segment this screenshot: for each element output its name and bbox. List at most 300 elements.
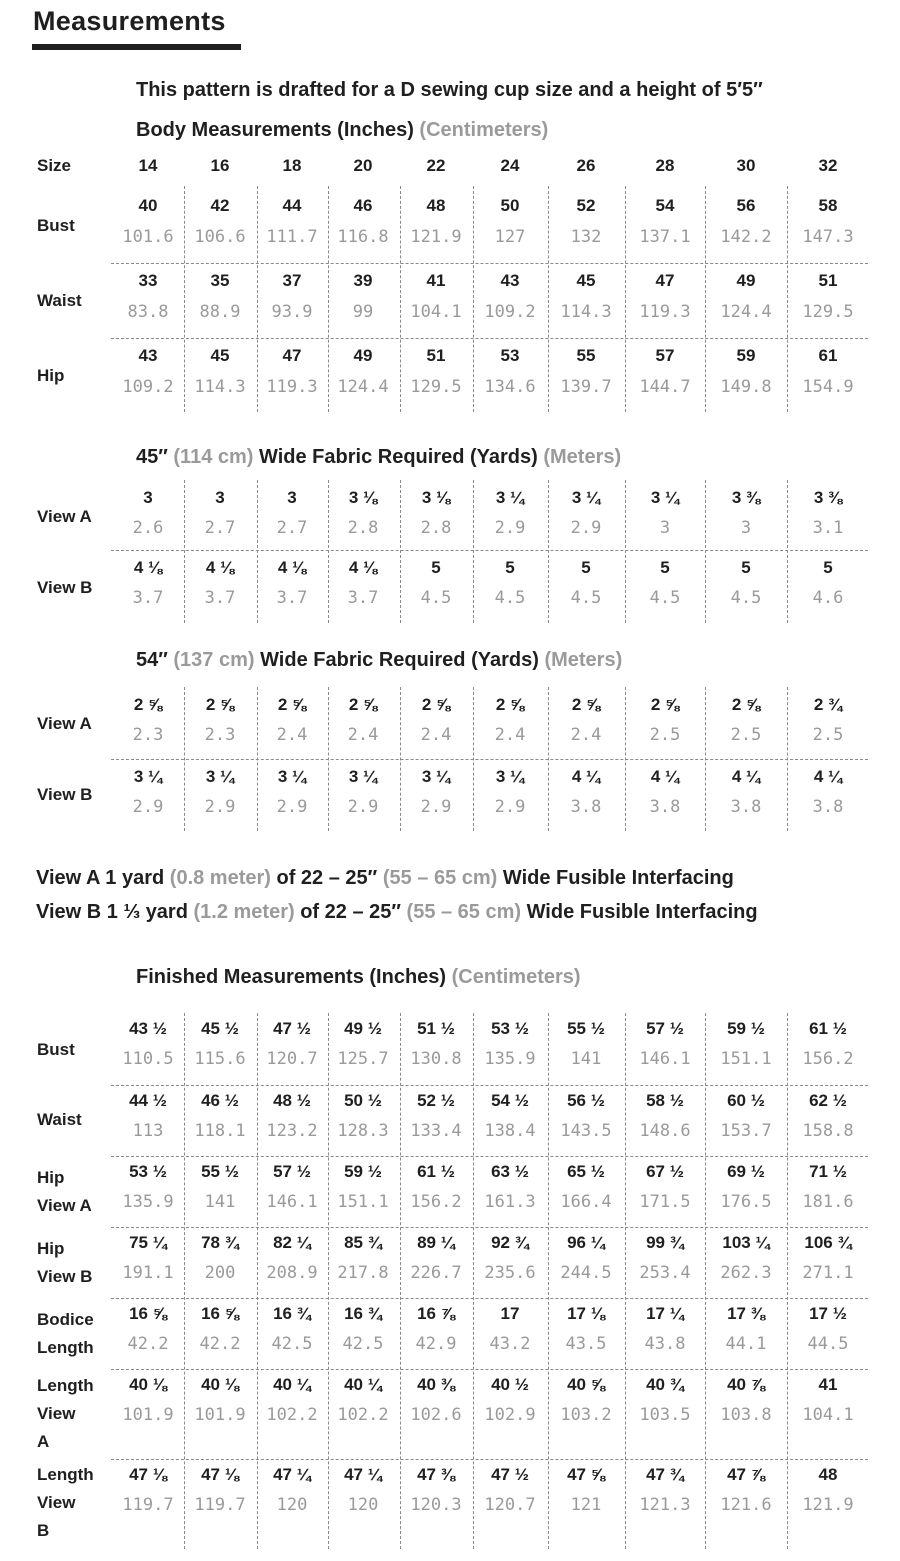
finished_rows-value-cm: 151.1 xyxy=(337,1192,389,1212)
finished_rows-row-label: Length xyxy=(37,1338,94,1357)
fabric45_rows-value-cm: 4.5 xyxy=(649,588,681,608)
finished_rows-value-cm: 120.3 xyxy=(410,1495,462,1515)
finished_rows-value-cm: 200 xyxy=(204,1263,236,1283)
finished_rows-value-cm: 158.8 xyxy=(802,1121,854,1141)
finished_rows-value-cm: 115.6 xyxy=(194,1049,246,1069)
body_rows-value: 56 xyxy=(736,196,756,215)
body_rows-value-cm: 114.3 xyxy=(194,377,246,397)
fabric45_rows-value-cm: 2.6 xyxy=(132,518,164,538)
finished_rows-value: 47 ½ xyxy=(491,1465,529,1484)
body_rows-value-cm: 149.8 xyxy=(720,377,772,397)
body_rows-value-cm: 114.3 xyxy=(560,302,612,322)
body_rows-value-cm: 88.9 xyxy=(199,302,241,322)
fabric45_rows-value-cm: 3 xyxy=(659,518,671,538)
row-divider xyxy=(111,1085,868,1086)
interfacing-a-amount: View A 1 yard xyxy=(36,867,165,889)
title-underline xyxy=(32,44,241,50)
finished_rows-value-cm: 44.5 xyxy=(807,1334,849,1354)
finished_rows-value-cm: 148.6 xyxy=(639,1121,691,1141)
fabric54_rows-value: 2 ¾ xyxy=(813,695,843,714)
column-divider xyxy=(548,1013,549,1549)
page-title: Measurements xyxy=(33,6,226,36)
finished_rows-row-label: Waist xyxy=(37,1110,82,1129)
fabric54_rows-value-cm: 2.9 xyxy=(347,797,379,817)
finished_rows-value-cm: 103.2 xyxy=(560,1405,612,1425)
body_rows-value: 42 xyxy=(210,196,230,215)
body_rows-value-cm: 132 xyxy=(570,227,602,247)
fabric-45-title xyxy=(136,446,621,469)
finished_rows-value: 82 ¼ xyxy=(273,1233,311,1252)
fabric54_rows-value: 2 ⅝ xyxy=(421,695,451,714)
finished_rows-value-cm: 42.2 xyxy=(199,1334,241,1354)
finished_rows-value: 57 ½ xyxy=(646,1019,684,1038)
body_rows-value: 61 xyxy=(818,346,838,365)
fabric54_rows-value-cm: 2.9 xyxy=(276,797,308,817)
fabric54_rows-value: 3 ¼ xyxy=(205,767,235,786)
fabric-45-width: 45″ xyxy=(136,446,168,468)
fabric-54-width: 54″ xyxy=(136,649,168,671)
finished_rows-value-cm: 113 xyxy=(132,1121,164,1141)
column-divider xyxy=(473,1013,474,1549)
fabric54_rows-value-cm: 2.5 xyxy=(812,725,844,745)
body_rows-value: 45 xyxy=(210,346,230,365)
fabric54_rows-value: 2 ⅝ xyxy=(133,695,163,714)
finished_rows-value: 40 ⅜ xyxy=(417,1375,455,1394)
fabric45_rows-value: 3 ¼ xyxy=(650,488,680,507)
finished_rows-value: 17 ½ xyxy=(809,1304,847,1323)
finished_rows-value: 45 ½ xyxy=(201,1019,239,1038)
finished_rows-value: 40 ¼ xyxy=(344,1375,382,1394)
fabric54_rows-value: 2 ⅝ xyxy=(348,695,378,714)
finished_rows-value: 47 ⅝ xyxy=(567,1465,605,1484)
finished_rows-value: 89 ¼ xyxy=(417,1233,455,1252)
finished_rows-value: 57 ½ xyxy=(273,1162,311,1181)
finished_rows-value: 17 ⅛ xyxy=(567,1304,605,1323)
finished_rows-row-label: Length xyxy=(37,1465,94,1484)
fabric54_rows-value-cm: 3.8 xyxy=(812,797,844,817)
fabric45_rows-value-cm: 4.5 xyxy=(570,588,602,608)
finished_rows-value-cm: 44.1 xyxy=(725,1334,767,1354)
fabric54_rows-value-cm: 2.3 xyxy=(132,725,164,745)
finished_rows-value: 46 ½ xyxy=(201,1091,239,1110)
finished_rows-value: 59 ½ xyxy=(344,1162,382,1181)
column-divider xyxy=(548,480,549,623)
finished-title-cm: (Centimeters) xyxy=(451,966,581,988)
finished_rows-value-cm: 104.1 xyxy=(802,1405,854,1425)
body_rows-value-cm: 129.5 xyxy=(410,377,462,397)
body_rows-value: 47 xyxy=(282,346,302,365)
row-divider xyxy=(111,1156,868,1157)
fabric45_rows-value-cm: 3.7 xyxy=(276,588,308,608)
size-14: 14 xyxy=(138,156,158,175)
row-divider xyxy=(111,338,868,339)
finished_rows-row-label: Length xyxy=(37,1376,94,1395)
finished_rows-value-cm: 43.2 xyxy=(489,1334,531,1354)
finished_rows-value: 55 ½ xyxy=(201,1162,239,1181)
fabric45_rows-value: 5 xyxy=(505,558,515,577)
finished_rows-value-cm: 119.7 xyxy=(194,1495,246,1515)
body_rows-value: 43 xyxy=(500,271,520,290)
column-divider xyxy=(400,186,401,412)
column-divider xyxy=(787,480,788,623)
body_rows-value-cm: 144.7 xyxy=(639,377,691,397)
fabric45_rows-value-cm: 2.7 xyxy=(204,518,236,538)
fabric54_rows-value: 2 ⅝ xyxy=(205,695,235,714)
finished_rows-value-cm: 130.8 xyxy=(410,1049,462,1069)
fabric45_rows-value-cm: 2.9 xyxy=(494,518,526,538)
finished_rows-value: 53 ½ xyxy=(129,1162,167,1181)
finished_rows-value: 106 ¾ xyxy=(804,1233,852,1252)
finished_rows-value: 54 ½ xyxy=(491,1091,529,1110)
column-divider xyxy=(328,480,329,623)
fabric45_rows-value-cm: 4.5 xyxy=(730,588,762,608)
column-divider xyxy=(184,186,185,412)
finished_rows-value: 99 ¾ xyxy=(646,1233,684,1252)
fabric45_rows-value: 5 xyxy=(431,558,441,577)
column-divider xyxy=(400,1013,401,1549)
finished_rows-value-cm: 141 xyxy=(204,1192,236,1212)
column-divider xyxy=(328,687,329,831)
finished_rows-value: 48 xyxy=(818,1465,838,1484)
finished_rows-value-cm: 121.9 xyxy=(802,1495,854,1515)
fabric45_rows-value: 5 xyxy=(741,558,751,577)
row-divider xyxy=(111,1227,868,1228)
finished_rows-value: 16 ¾ xyxy=(344,1304,382,1323)
fabric54_rows-row-label: View A xyxy=(37,714,92,733)
size-28: 28 xyxy=(655,156,675,175)
fabric54_rows-value-cm: 2.9 xyxy=(420,797,452,817)
finished_rows-value-cm: 103.5 xyxy=(639,1405,691,1425)
size-20: 20 xyxy=(353,156,373,175)
body_rows-value: 46 xyxy=(353,196,373,215)
fabric45_rows-value-cm: 4.6 xyxy=(812,588,844,608)
finished_rows-value-cm: 171.5 xyxy=(639,1192,691,1212)
finished_rows-value-cm: 217.8 xyxy=(337,1263,389,1283)
body_rows-value-cm: 139.7 xyxy=(560,377,612,397)
finished_rows-value: 62 ½ xyxy=(809,1091,847,1110)
finished_rows-value: 71 ½ xyxy=(809,1162,847,1181)
finished_rows-value-cm: 101.9 xyxy=(194,1405,246,1425)
fabric45_rows-value: 3 xyxy=(287,488,297,507)
interfacing-a-type: Wide Fusible Interfacing xyxy=(502,867,734,889)
finished_rows-value: 96 ¼ xyxy=(567,1233,605,1252)
finished_rows-value: 103 ¼ xyxy=(722,1233,770,1252)
finished_rows-value-cm: 118.1 xyxy=(194,1121,246,1141)
column-divider xyxy=(625,480,626,623)
interfacing-a-meters: (0.8 meter) xyxy=(169,867,271,889)
column-divider xyxy=(400,480,401,623)
fabric54_rows-value-cm: 2.4 xyxy=(570,725,602,745)
fabric45_rows-row-label: View B xyxy=(37,578,93,597)
body-title-cm: (Centimeters) xyxy=(419,119,549,141)
fabric54_rows-value: 4 ¼ xyxy=(813,767,843,786)
finished_rows-value-cm: 110.5 xyxy=(122,1049,174,1069)
finished_rows-value: 61 ½ xyxy=(809,1019,847,1038)
finished_rows-value: 16 ¾ xyxy=(273,1304,311,1323)
finished_rows-value-cm: 121.6 xyxy=(720,1495,772,1515)
body_rows-value-cm: 83.8 xyxy=(127,302,169,322)
finished_rows-value: 47 ¼ xyxy=(344,1465,382,1484)
finished_rows-value-cm: 121 xyxy=(570,1495,602,1515)
size-16: 16 xyxy=(210,156,230,175)
fabric45_rows-value: 3 xyxy=(143,488,153,507)
column-divider xyxy=(787,186,788,412)
finished_rows-value: 17 ⅜ xyxy=(727,1304,765,1323)
finished_rows-value-cm: 208.9 xyxy=(266,1263,318,1283)
finished_rows-row-label: Hip xyxy=(37,1239,65,1258)
finished_rows-value-cm: 262.3 xyxy=(720,1263,772,1283)
body_rows-value: 58 xyxy=(818,196,838,215)
column-divider xyxy=(328,1013,329,1549)
finished_rows-value: 40 ¼ xyxy=(273,1375,311,1394)
finished_rows-row-label: Bodice xyxy=(37,1310,94,1329)
row-divider xyxy=(111,1459,868,1460)
column-divider xyxy=(705,480,706,623)
body_rows-row-label: Hip xyxy=(37,366,65,385)
column-divider xyxy=(787,687,788,831)
finished_rows-value: 47 ⅛ xyxy=(201,1465,239,1484)
interfacing-line-a xyxy=(36,867,734,890)
column-divider xyxy=(705,687,706,831)
finished_rows-row-label: View xyxy=(37,1493,76,1512)
body_rows-value: 44 xyxy=(282,196,302,215)
body_rows-value: 51 xyxy=(818,271,838,290)
size-32: 32 xyxy=(818,156,838,175)
fabric45_rows-value: 4 ⅛ xyxy=(277,558,307,577)
body_rows-value-cm: 109.2 xyxy=(122,377,174,397)
finished_rows-value-cm: 176.5 xyxy=(720,1192,772,1212)
body_rows-value-cm: 106.6 xyxy=(194,227,246,247)
column-divider xyxy=(328,186,329,412)
finished_rows-value-cm: 244.5 xyxy=(560,1263,612,1283)
fabric54_rows-value: 3 ¼ xyxy=(348,767,378,786)
finished_rows-value-cm: 156.2 xyxy=(410,1192,462,1212)
interfacing-b-meters: (1.2 meter) xyxy=(193,901,295,923)
finished_rows-value: 52 ½ xyxy=(417,1091,455,1110)
fabric54_rows-value: 2 ⅝ xyxy=(277,695,307,714)
fabric54_rows-value-cm: 2.9 xyxy=(204,797,236,817)
finished_rows-value-cm: 146.1 xyxy=(639,1049,691,1069)
body_rows-value: 48 xyxy=(426,196,446,215)
fabric54_rows-value: 3 ¼ xyxy=(421,767,451,786)
body_rows-value-cm: 154.9 xyxy=(802,377,854,397)
fabric45_rows-value-cm: 3.7 xyxy=(204,588,236,608)
fabric45_rows-value: 3 ⅜ xyxy=(813,488,843,507)
body_rows-value-cm: 104.1 xyxy=(410,302,462,322)
column-divider xyxy=(257,687,258,831)
finished_rows-value-cm: 119.7 xyxy=(122,1495,174,1515)
body-measurements-title xyxy=(136,119,548,142)
fabric54_rows-row-label: View B xyxy=(37,785,93,804)
fabric45_rows-value-cm: 2.8 xyxy=(347,518,379,538)
column-divider xyxy=(257,480,258,623)
finished_rows-value: 51 ½ xyxy=(417,1019,455,1038)
fabric45_rows-value: 4 ⅛ xyxy=(133,558,163,577)
column-divider xyxy=(400,687,401,831)
row-divider xyxy=(111,759,868,760)
body_rows-value-cm: 119.3 xyxy=(266,377,318,397)
size-26: 26 xyxy=(576,156,596,175)
finished_rows-value: 78 ¾ xyxy=(201,1233,239,1252)
column-divider xyxy=(625,186,626,412)
body_rows-value-cm: 134.6 xyxy=(484,377,536,397)
fabric45_rows-value: 5 xyxy=(660,558,670,577)
fabric54_rows-value-cm: 2.4 xyxy=(420,725,452,745)
body_rows-value: 37 xyxy=(282,271,302,290)
fabric-54-width-cm: (137 cm) xyxy=(173,649,255,671)
pattern-note: This pattern is drafted for a D sewing cup size and a height of 5′5″ xyxy=(136,79,763,101)
body-title-inches: Body Measurements (Inches) xyxy=(136,119,414,141)
column-divider xyxy=(548,186,549,412)
finished_rows-row-label: B xyxy=(37,1521,50,1540)
fabric-45-width-cm: (114 cm) xyxy=(173,446,254,468)
finished_rows-value-cm: 138.4 xyxy=(484,1121,536,1141)
fabric45_rows-value-cm: 2.8 xyxy=(420,518,452,538)
finished_rows-value: 44 ½ xyxy=(129,1091,167,1110)
fabric-54-label: Wide Fabric Required (Yards) xyxy=(260,649,539,671)
column-divider xyxy=(473,480,474,623)
fabric45_rows-value-cm: 3 xyxy=(740,518,752,538)
finished_rows-value: 47 ½ xyxy=(273,1019,311,1038)
body_rows-value: 54 xyxy=(655,196,675,215)
finished_rows-value-cm: 103.8 xyxy=(720,1405,772,1425)
finished_rows-value-cm: 135.9 xyxy=(122,1192,174,1212)
column-divider xyxy=(184,687,185,831)
finished_rows-value-cm: 120 xyxy=(347,1495,379,1515)
finished_rows-value: 69 ½ xyxy=(727,1162,765,1181)
body_rows-value: 57 xyxy=(655,346,675,365)
finished_rows-value-cm: 120.7 xyxy=(484,1495,536,1515)
finished_rows-value: 40 ⅛ xyxy=(201,1375,239,1394)
body_rows-value-cm: 137.1 xyxy=(639,227,691,247)
finished_rows-value-cm: 143.5 xyxy=(560,1121,612,1141)
finished_rows-value-cm: 153.7 xyxy=(720,1121,772,1141)
size-label: Size xyxy=(37,156,72,175)
finished_rows-value: 40 ⅞ xyxy=(727,1375,765,1394)
body_rows-value: 50 xyxy=(500,196,520,215)
finished_rows-value-cm: 123.2 xyxy=(266,1121,318,1141)
fabric45_rows-value: 4 ⅛ xyxy=(205,558,235,577)
body_rows-value: 53 xyxy=(500,346,520,365)
finished_rows-value: 75 ¼ xyxy=(129,1233,167,1252)
body_rows-value: 33 xyxy=(138,271,158,290)
finished_rows-value: 40 ⅛ xyxy=(129,1375,167,1394)
body_rows-value: 55 xyxy=(576,346,596,365)
fabric-45-meters: (Meters) xyxy=(543,446,622,468)
finished_rows-value: 58 ½ xyxy=(646,1091,684,1110)
column-divider xyxy=(625,1013,626,1549)
body_rows-value: 47 xyxy=(655,271,675,290)
body_rows-value: 45 xyxy=(576,271,596,290)
interfacing-a-width: of 22 – 25″ xyxy=(276,867,378,889)
fabric54_rows-value: 3 ¼ xyxy=(133,767,163,786)
fabric54_rows-value: 2 ⅝ xyxy=(650,695,680,714)
interfacing-b-type: Wide Fusible Interfacing xyxy=(526,901,758,923)
body_rows-value-cm: 121.9 xyxy=(410,227,462,247)
finished_rows-value-cm: 156.2 xyxy=(802,1049,854,1069)
finished_rows-value: 49 ½ xyxy=(344,1019,382,1038)
finished_rows-value: 41 xyxy=(818,1375,838,1394)
finished_rows-value-cm: 133.4 xyxy=(410,1121,462,1141)
column-divider xyxy=(473,186,474,412)
interfacing-b-width: of 22 – 25″ xyxy=(300,901,401,923)
finished_rows-value-cm: 102.2 xyxy=(266,1405,318,1425)
finished_rows-value-cm: 141 xyxy=(570,1049,602,1069)
finished_rows-value: 17 xyxy=(500,1304,520,1323)
fabric54_rows-value-cm: 3.8 xyxy=(570,797,602,817)
finished_rows-value-cm: 42.5 xyxy=(342,1334,384,1354)
finished_rows-value: 17 ¼ xyxy=(646,1304,684,1323)
finished_rows-value: 67 ½ xyxy=(646,1162,684,1181)
fabric54_rows-value: 3 ¼ xyxy=(495,767,525,786)
column-divider xyxy=(705,1013,706,1549)
fabric45_rows-value: 4 ⅛ xyxy=(348,558,378,577)
finished_rows-value-cm: 102.2 xyxy=(337,1405,389,1425)
interfacing-a-width-cm: (55 – 65 cm) xyxy=(382,867,498,889)
finished_rows-row-label: Bust xyxy=(37,1040,75,1059)
fabric45_rows-value: 5 xyxy=(823,558,833,577)
finished_rows-value-cm: 135.9 xyxy=(484,1049,536,1069)
body_rows-value-cm: 124.4 xyxy=(337,377,389,397)
column-divider xyxy=(787,1013,788,1549)
finished_rows-value-cm: 120.7 xyxy=(266,1049,318,1069)
column-divider xyxy=(548,687,549,831)
fabric45_rows-value: 3 ¼ xyxy=(495,488,525,507)
finished_rows-value: 85 ¾ xyxy=(344,1233,382,1252)
fabric54_rows-value: 4 ¼ xyxy=(731,767,761,786)
finished_rows-value: 40 ⅝ xyxy=(567,1375,605,1394)
fabric45_rows-value: 3 ⅜ xyxy=(731,488,761,507)
fabric54_rows-value-cm: 2.9 xyxy=(132,797,164,817)
fabric-45-label: Wide Fabric Required (Yards) xyxy=(259,446,538,468)
fabric45_rows-value-cm: 2.9 xyxy=(570,518,602,538)
fabric45_rows-value: 5 xyxy=(581,558,591,577)
finished_rows-value-cm: 226.7 xyxy=(410,1263,462,1283)
finished_rows-value-cm: 181.6 xyxy=(802,1192,854,1212)
body_rows-value: 43 xyxy=(138,346,158,365)
finished_rows-value-cm: 42.9 xyxy=(415,1334,457,1354)
finished_rows-value-cm: 128.3 xyxy=(337,1121,389,1141)
finished_rows-value-cm: 102.6 xyxy=(410,1405,462,1425)
finished_rows-value: 40 ¾ xyxy=(646,1375,684,1394)
fabric54_rows-value: 2 ⅝ xyxy=(495,695,525,714)
fabric54_rows-value-cm: 3.8 xyxy=(730,797,762,817)
finished_rows-value-cm: 101.9 xyxy=(122,1405,174,1425)
fabric45_rows-value-cm: 3.7 xyxy=(347,588,379,608)
finished_rows-value: 47 ⅞ xyxy=(727,1465,765,1484)
finished_rows-value: 47 ⅜ xyxy=(417,1465,455,1484)
column-divider xyxy=(184,1013,185,1549)
finished_rows-value-cm: 42.5 xyxy=(271,1334,313,1354)
column-divider xyxy=(473,687,474,831)
fabric54_rows-value-cm: 2.9 xyxy=(494,797,526,817)
body_rows-value-cm: 101.6 xyxy=(122,227,174,247)
row-divider xyxy=(111,550,868,551)
body_rows-value: 49 xyxy=(353,346,373,365)
finished_rows-value: 60 ½ xyxy=(727,1091,765,1110)
body_rows-value-cm: 119.3 xyxy=(639,302,691,322)
column-divider xyxy=(184,480,185,623)
finished_rows-value-cm: 235.6 xyxy=(484,1263,536,1283)
body_rows-value-cm: 109.2 xyxy=(484,302,536,322)
body_rows-value: 39 xyxy=(353,271,373,290)
fabric54_rows-value-cm: 2.5 xyxy=(730,725,762,745)
row-divider xyxy=(111,1298,868,1299)
finished_rows-value: 47 ¾ xyxy=(646,1465,684,1484)
body_rows-row-label: Bust xyxy=(37,216,75,235)
column-divider xyxy=(705,186,706,412)
finished_rows-value: 56 ½ xyxy=(567,1091,605,1110)
